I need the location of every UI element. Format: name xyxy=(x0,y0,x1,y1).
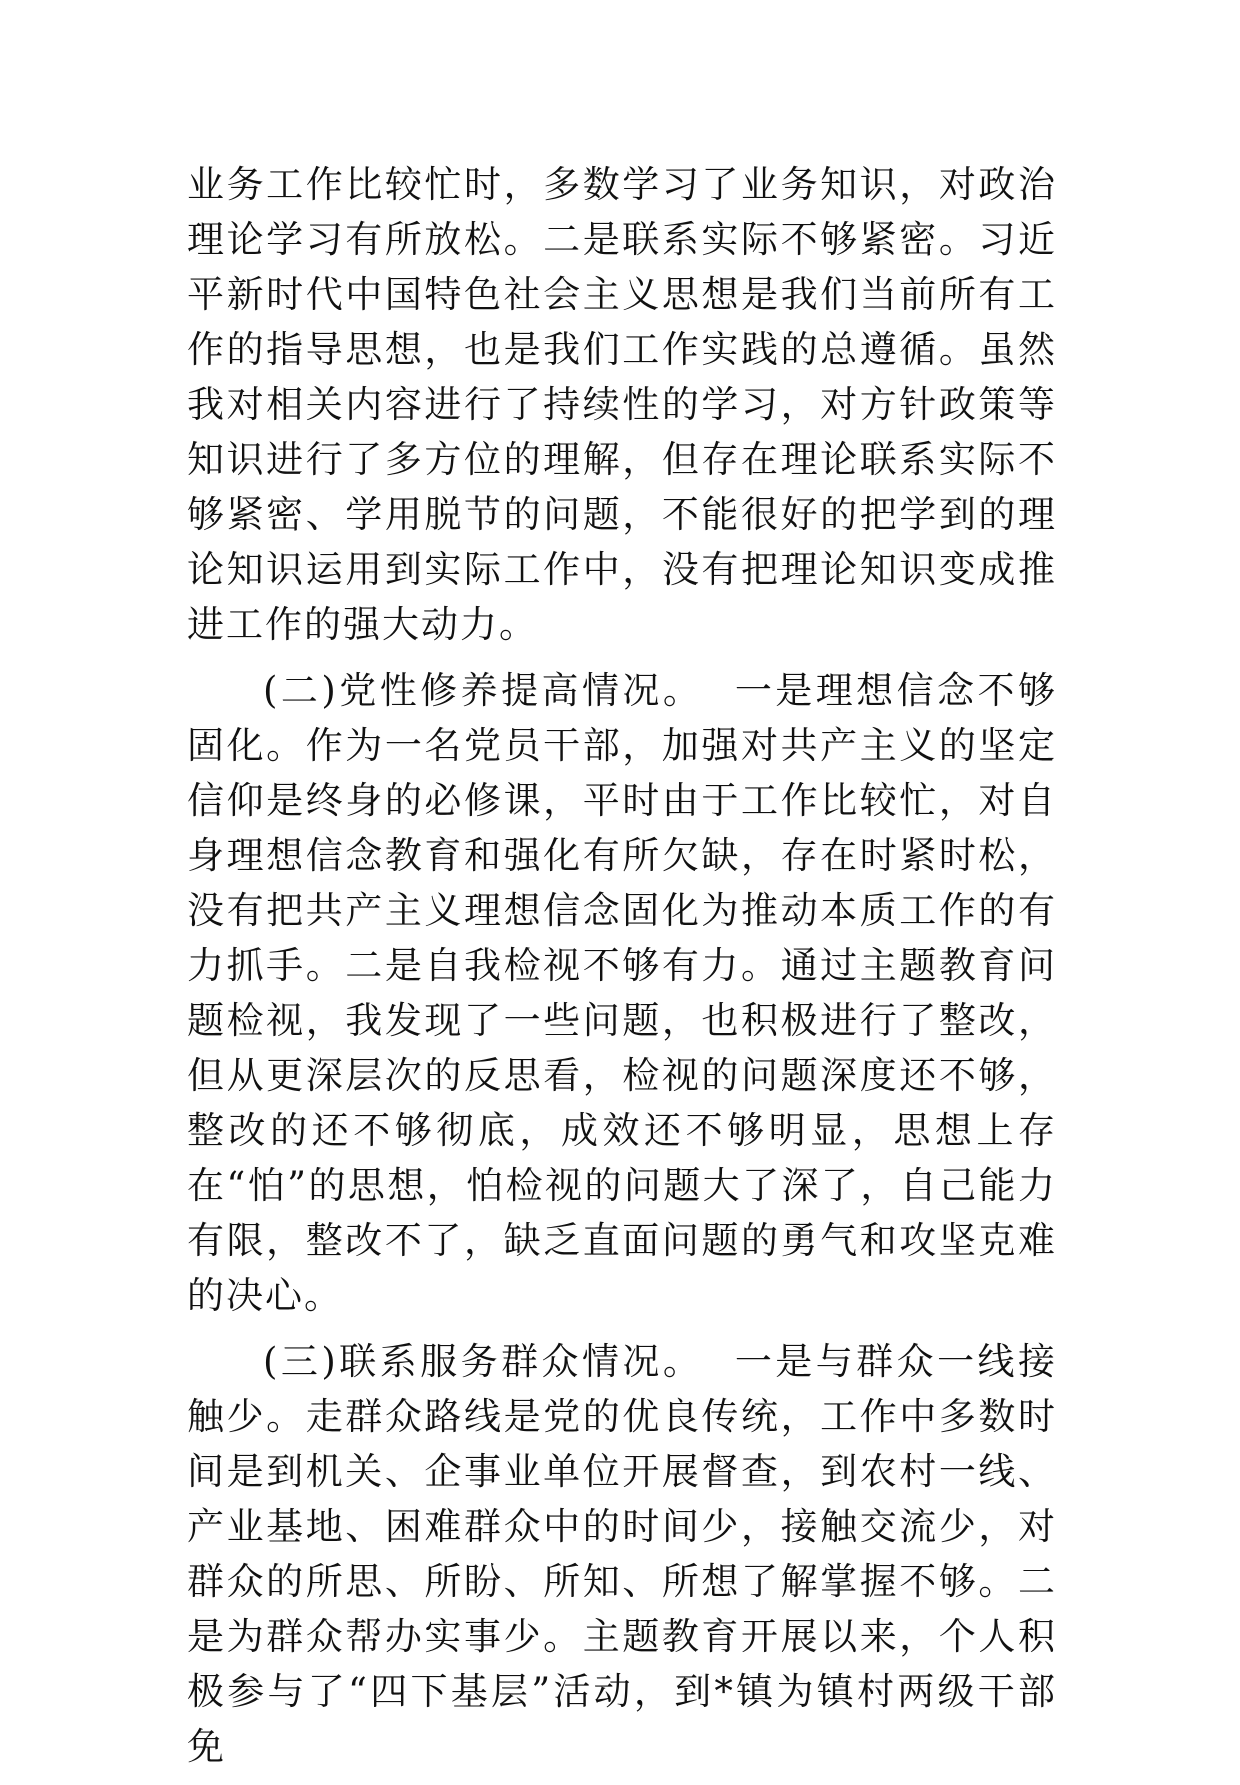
section-heading: (三)联系服务群众情况。 xyxy=(263,1340,704,1383)
paragraph-serving-masses xyxy=(187,1334,1057,1774)
document-page xyxy=(187,157,1057,1785)
paragraph-text: 一是理想信念不够固化。作为一名党员干部，加强对共产主义的坚定信仰是终身的必修课，平时由于工作比较忙，对自身理想信念教育和强化有所欠缺，存在时紧时松，没有把共产主义理想信念固化为推动本质工作的有力抓手。二是自我检视不够有力。通过主题教育问题检视，我发现了一些问题，也积极进行了整改，但从更深层次的反思看，检视的问题深度还不够，整改的还不够彻底，成效还不够明显，思想上存在“怕”的思想，怕检视的问题大了深了，自己能力有限，整改不了，缺乏直面问题的勇气和攻坚克难的决心。 xyxy=(187,669,1058,1317)
section-heading: (二)党性修养提高情况。 xyxy=(263,669,704,712)
paragraph-continuation xyxy=(187,157,1057,652)
paragraph-text: 业务工作比较忙时，多数学习了业务知识，对政治理论学习有所放松。二是联系实际不够紧密。习近平新时代中国特色社会主义思想是我们当前所有工作的指导思想，也是我们工作实践的总遵循。虽然我对相关内容进行了持续性的学习，对方针政策等知识进行了多方位的理解，但存在理论联系实际不够紧密、学用脱节的问题，不能很好的把学到的理论知识运用到实际工作中，没有把理论知识变成推进工作的强大动力。 xyxy=(187,163,1057,646)
paragraph-party-spirit xyxy=(187,663,1057,1323)
paragraph-text: 一是与群众一线接触少。走群众路线是党的优良传统，工作中多数时间是到机关、企事业单位开展督查，到农村一线、产业基地、困难群众中的时间少，接触交流少，对群众的所思、所盼、所知、所想了解掌握不够。二是为群众帮办实事少。主题教育开展以来，个人积极参与了“四下基层”活动，到*镇为镇村两级干部免 xyxy=(187,1340,1058,1768)
